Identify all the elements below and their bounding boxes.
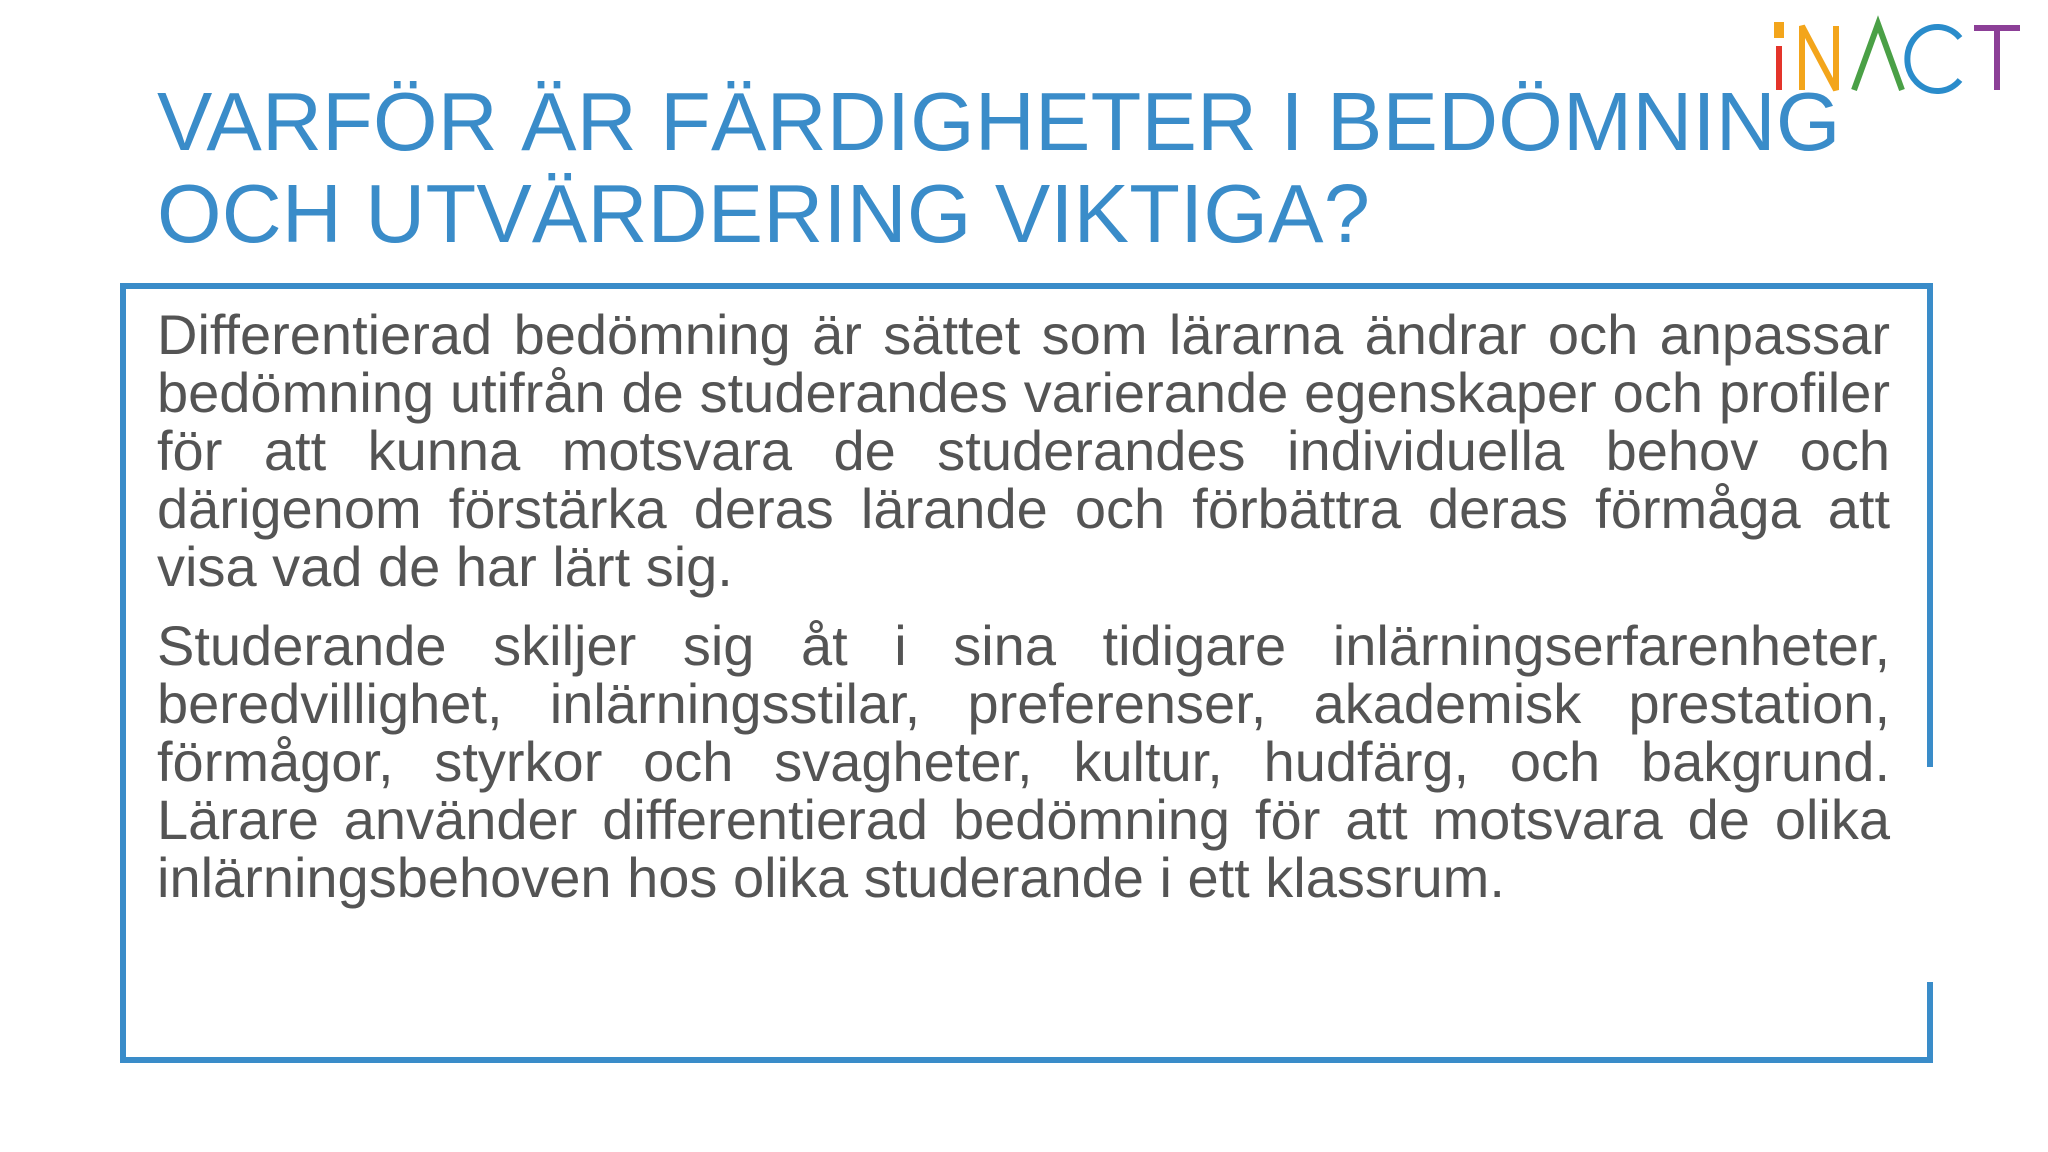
frame-right-edge-top — [1927, 283, 1933, 767]
paragraph-studerande-skiljer-sig: Studerande skiljer sig åt i sina tidigare inlärningserfarenheter, beredvillighet, inlärningsstilar, preferenser, akademisk prestation, förmågor, styrkor och svagheter, kultur, hudfärg, och bakgrund. Lärare använder differentierad bedömning för att motsvara de olika inlärningsbehoven hos olika studerande i ett klassrum. — [157, 614, 1890, 909]
frame-right-edge-bottom — [1927, 982, 1933, 1063]
paragraph-differentierad-bedomning: Differentierad bedömning är sättet som lärarna ändrar och anpassar bedömning utifrån de studerandes varierande egenskaper och profiler för att kunna motsvara de studerandes individuella behov och därigenom förstärka deras lärande och förbättra deras förmåga att visa vad de har lärt sig. — [157, 303, 1890, 598]
slide-title-line-1: VARFÖR ÄR FÄRDIGHETER I BEDÖMNING — [157, 75, 1841, 168]
slide-title — [157, 76, 1917, 260]
slide-title-line-2: OCH UTVÄRDERING VIKTIGA? — [157, 167, 1371, 260]
slide-body — [157, 303, 1890, 928]
